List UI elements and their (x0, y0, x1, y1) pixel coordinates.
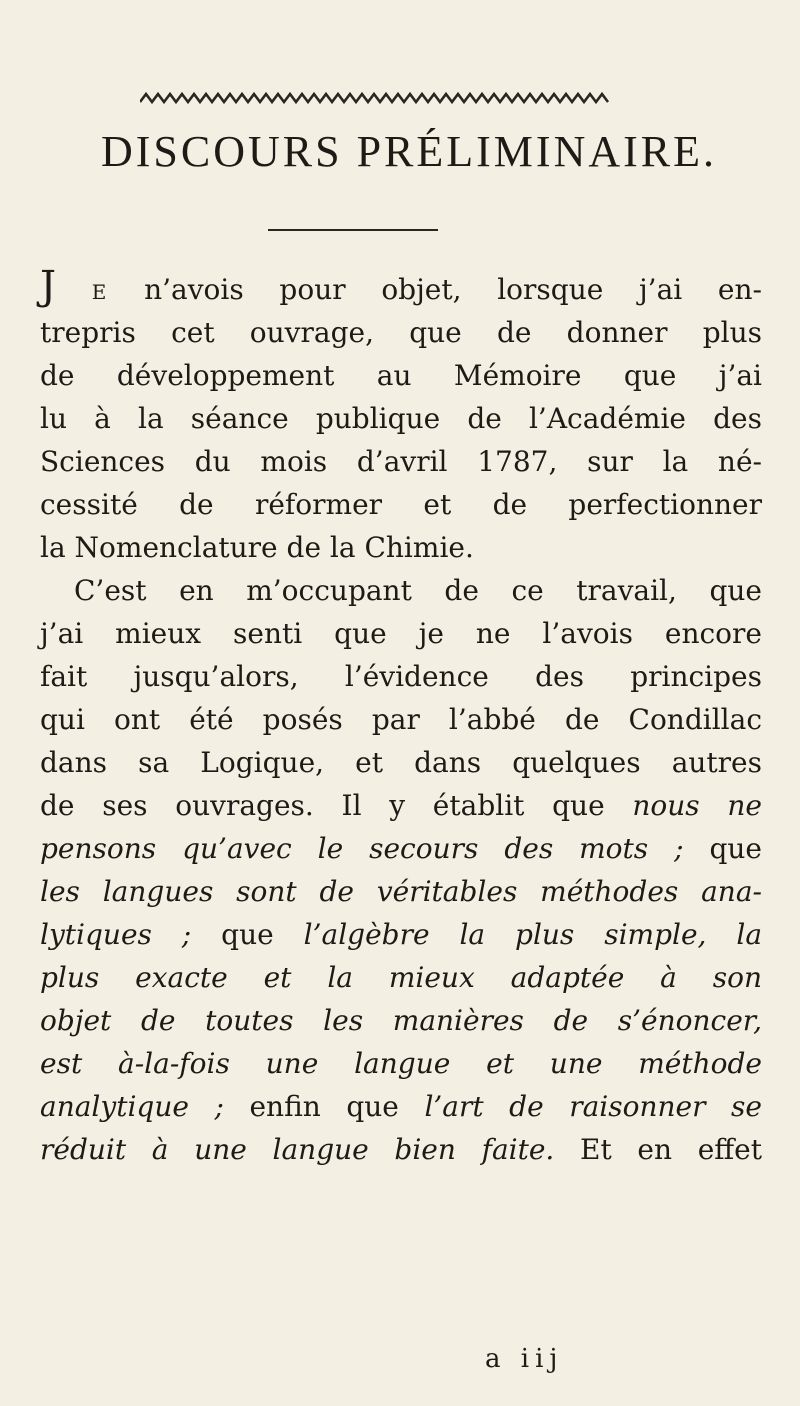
text-line (40, 956, 762, 999)
italic-fragment: nous ne (632, 789, 762, 822)
text-line (40, 1085, 762, 1128)
body-text (40, 263, 763, 1171)
small-cap: E (91, 280, 109, 304)
text-fragment: enfin que (223, 1090, 425, 1123)
text-line: lu à la séance publique de l’Académie des (40, 402, 762, 435)
text-line: Sciences du mois d’avril 1787, sur la né- (40, 445, 762, 478)
italic-fragment: l’algèbre la plus simple, la (303, 918, 763, 951)
italic-fragment: l’art de raisonner se (424, 1090, 763, 1123)
text-fragment: que (683, 832, 762, 865)
ornament-band (140, 88, 610, 108)
text-line: j’ai mieux senti que je ne l’avois encore (40, 617, 762, 650)
text-fragment: n’avois pour objet, lorsque j’ai en- (108, 273, 762, 306)
text-line (40, 784, 762, 827)
text-fragment: Et en effet (554, 1133, 762, 1166)
text-line: fait jusqu’alors, l’évidence des principes (40, 660, 762, 693)
text-line: C’est en m’occupant de ce travail, que (74, 574, 762, 607)
text-line: qui ont été posés par l’abbé de Condillac (40, 703, 762, 736)
italic-fragment: analytique ; (40, 1090, 224, 1123)
italic-fragment: réduit à une langue bien faite. (40, 1133, 555, 1166)
italic-fragment: lytiques ; (40, 918, 192, 951)
text-line (40, 870, 762, 913)
text-line (40, 1042, 762, 1085)
text-fragment: que (191, 918, 304, 951)
text-line: de développement au Mémoire que j’ai (40, 359, 762, 392)
italic-fragment: objet de toutes les manières de s’énoncer, (40, 1004, 762, 1037)
text-line: cessité de réformer et de perfectionner (40, 488, 762, 521)
chapter-title: DISCOURS PRÉLIMINAIRE. (100, 127, 718, 176)
text-line (40, 827, 762, 870)
text-line (40, 263, 762, 311)
drop-cap: J (40, 263, 57, 309)
italic-fragment: plus exacte et la mieux adaptée à son (40, 961, 762, 994)
text-line (40, 913, 762, 956)
text-line: la Nomenclature de la Chimie. (40, 531, 474, 564)
signature-mark: a iij (485, 1344, 564, 1374)
text-fragment: de ses ouvrages. Il y établit que (40, 789, 633, 822)
text-line: trepris cet ouvrage, que de donner plus (40, 316, 762, 349)
italic-fragment: est à-la-fois une langue et une méthode (40, 1047, 762, 1080)
title-rule (268, 229, 438, 231)
text-line (40, 1128, 762, 1171)
text-line (40, 999, 762, 1042)
text-line: dans sa Logique, et dans quelques autres (40, 746, 762, 779)
italic-fragment: pensons qu’avec le secours des mots ; (40, 832, 684, 865)
italic-fragment: les langues sont de véritables méthodes ana- (40, 875, 762, 908)
